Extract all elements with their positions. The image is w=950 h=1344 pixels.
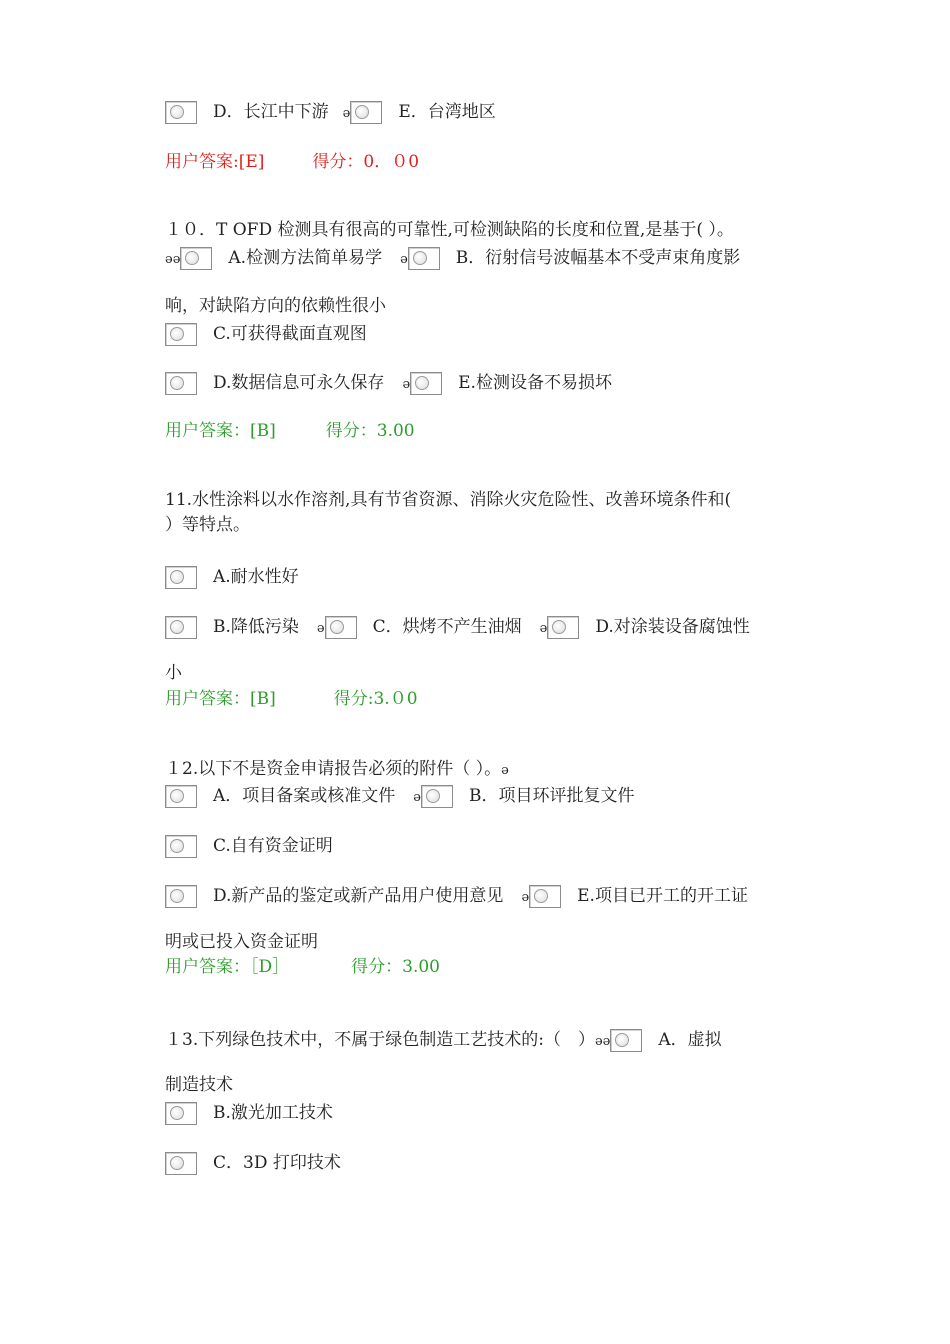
q10-option-e-label: E.检测设备不易损坏 (458, 373, 612, 393)
q11-option-a-label: A.耐水性好 (213, 567, 299, 587)
paragraph-mark-icon: ǝ (539, 621, 548, 636)
q12-option-a-label: A．项目备案或核准文件 (213, 786, 396, 806)
q12-option-a-radio[interactable] (165, 785, 197, 808)
q13-option-a-continuation: 制造技术 (165, 1075, 233, 1095)
q10-option-a-radio[interactable] (180, 247, 212, 270)
q10-options-row-3 (165, 371, 612, 397)
q12-user-answer: 用户答案：［D］ (165, 957, 290, 977)
q10-answer-row (165, 419, 415, 443)
q11-option-b-label: B.降低污染 (213, 617, 299, 637)
radio-icon (185, 251, 199, 265)
q10-option-c-radio[interactable] (165, 323, 197, 346)
q12-question: １2.以下不是资金申请报告必须的附件（ ）。 (165, 759, 502, 779)
radio-icon (615, 1033, 629, 1047)
q9-option-e-label: E．台湾地区 (398, 102, 496, 122)
q12-options-row-3 (165, 884, 748, 910)
q12-options-row-1 (165, 784, 634, 810)
radio-icon (355, 105, 369, 119)
double-paragraph-mark-icon: ǝǝ (165, 252, 181, 267)
q12-option-e-continuation: 明或已投入资金证明 (165, 932, 318, 952)
radio-icon (426, 789, 440, 803)
q12-option-d-radio[interactable] (165, 885, 197, 908)
q12-option-e-label: E.项目已开工的开工证 (577, 886, 748, 906)
q12-option-d-label: D.新产品的鉴定或新产品用户使用意见 (213, 886, 504, 906)
q13-options-row-2 (165, 1101, 333, 1125)
radio-icon (170, 1106, 184, 1120)
q10-option-c-label: C.可获得截面直观图 (213, 324, 367, 344)
paragraph-mark-icon: ǝ (402, 377, 411, 392)
q13-option-c-label: C．3D 打印技术 (213, 1153, 341, 1173)
q10-option-d-label: D.数据信息可永久保存 (213, 373, 385, 393)
q11-option-d-radio[interactable] (547, 616, 579, 639)
q10-option-e-radio[interactable] (410, 372, 442, 395)
radio-icon (413, 251, 427, 265)
q11-option-c-radio[interactable] (325, 616, 357, 639)
q10-option-b-continuation: 响，对缺陷方向的依赖性很小 (165, 296, 386, 316)
q11-answer-row (165, 687, 418, 711)
double-paragraph-mark-icon: ǝǝ (594, 1034, 611, 1049)
q10-option-b-radio[interactable] (408, 247, 440, 270)
paragraph-mark-icon: ǝ (342, 106, 351, 121)
q13-option-c-radio[interactable] (165, 1152, 197, 1175)
q12-answer-row (165, 955, 440, 979)
q13-option-b-radio[interactable] (165, 1102, 197, 1125)
q10-question: １０．T OFD 检测具有很高的可靠性,可检测缺陷的长度和位置,是基于( ）。 (165, 220, 734, 240)
radio-icon (170, 620, 184, 634)
q13-option-b-label: B.激光加工技术 (213, 1103, 333, 1123)
q9-option-e-radio[interactable] (350, 101, 382, 124)
q10-option-b-label: B．衍射信号波幅基本不受声束角度影 (455, 248, 741, 268)
q11-option-d-continuation: 小 (165, 663, 182, 683)
q13-question-row (165, 1028, 722, 1054)
q13-options-row-3 (165, 1151, 341, 1175)
q9-options-row-1 (165, 100, 496, 126)
q9-option-d-radio[interactable] (165, 101, 197, 124)
radio-icon (170, 839, 184, 853)
q9-option-d-label: D．长江中下游 (213, 102, 329, 122)
q12-option-b-label: B．项目环评批复文件 (468, 786, 635, 806)
paragraph-mark-icon: ǝ (400, 252, 408, 267)
paragraph-mark-icon: ǝ (316, 621, 325, 636)
q12-option-e-radio[interactable] (529, 885, 561, 908)
q9-answer-row (165, 150, 419, 174)
radio-icon (330, 620, 344, 634)
q12-option-c-label: C.自有资金证明 (213, 836, 333, 856)
radio-icon (170, 889, 184, 903)
q11-options-row-1 (165, 565, 299, 589)
q10-option-d-radio[interactable] (165, 372, 197, 395)
paragraph-mark-icon: ǝ (413, 790, 421, 805)
radio-icon (552, 620, 566, 634)
radio-icon (170, 1156, 184, 1170)
q12-options-row-2 (165, 834, 333, 858)
q9-score: 得分：0．０0 (312, 152, 420, 172)
radio-icon (170, 376, 184, 390)
q12-score: 得分：3.00 (351, 957, 440, 977)
q12-question-row (165, 757, 511, 783)
q11-question-line-2: ）等特点。 (165, 515, 250, 535)
radio-icon (170, 789, 184, 803)
q10-score: 得分：3.00 (325, 421, 415, 441)
q11-option-a-radio[interactable] (165, 566, 197, 589)
q10-option-a-label: A.检测方法简单易学 (228, 248, 383, 268)
q11-user-answer: 用户答案：[B] (165, 689, 276, 709)
q13-question: １3.下列绿色技术中，不属于绿色制造工艺技术的:（ ） (165, 1030, 595, 1050)
q13-option-a-label: A．虚拟 (658, 1030, 722, 1050)
q11-option-b-radio[interactable] (165, 616, 197, 639)
q13-option-a-radio[interactable] (610, 1029, 642, 1052)
q11-options-row-2 (165, 615, 750, 641)
q12-option-c-radio[interactable] (165, 835, 197, 858)
q10-options-row-2 (165, 322, 367, 346)
radio-icon (534, 889, 548, 903)
q10-user-answer: 用户答案：[B] (165, 421, 276, 441)
radio-icon (170, 105, 184, 119)
radio-icon (170, 327, 184, 341)
q11-option-d-label: D.对涂装设备腐蚀性 (595, 617, 750, 637)
paragraph-mark-icon: ǝ (521, 890, 530, 905)
q10-options-row-1 (165, 246, 740, 272)
paragraph-mark-icon: ǝ (501, 763, 509, 778)
q11-option-c-label: C．烘烤不产生油烟 (372, 617, 522, 637)
q9-user-answer: 用户答案:[E] (165, 152, 265, 172)
radio-icon (170, 570, 184, 584)
q11-score: 得分:3.０0 (333, 689, 418, 709)
radio-icon (415, 376, 429, 390)
q12-option-b-radio[interactable] (421, 785, 453, 808)
q11-question-line-1: 11.水性涂料以水作溶剂,具有节省资源、消除火灾危险性、改善环境条件和( (165, 490, 732, 510)
